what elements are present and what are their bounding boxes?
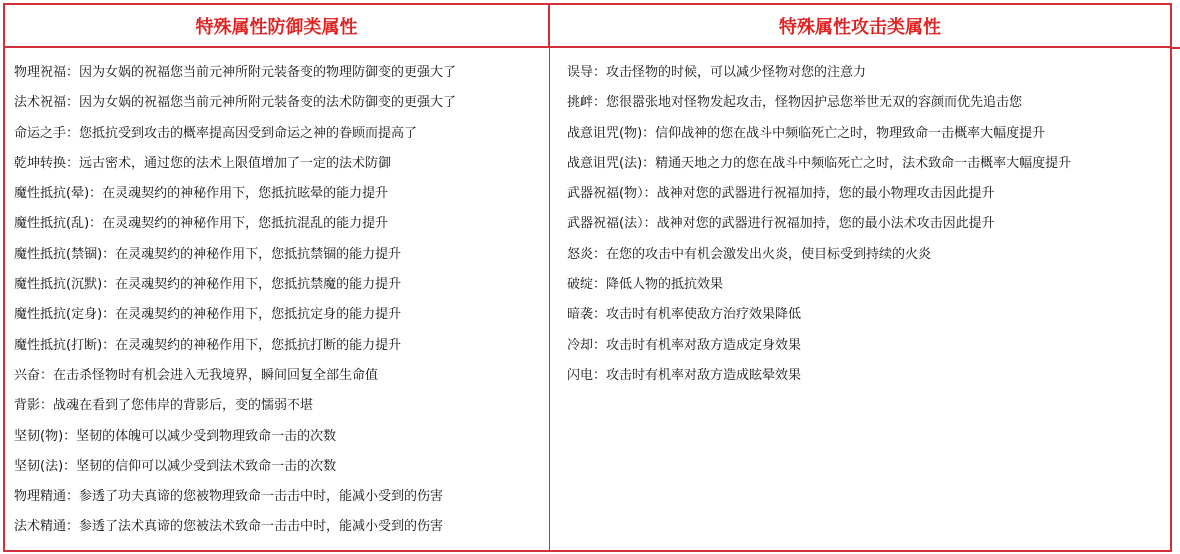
table-header-row [5,5,1170,48]
defense-attribute-item: 法术祝福：因为女娲的祝福您当前元神所附元装备变的法术防御变的更强大了 [14,95,457,111]
table-body-row [5,48,1170,550]
attribute-table [3,3,1172,552]
attack-attribute-item: 战意诅咒(物)：信仰战神的您在战斗中频临死亡之时，物理致命一击概率大幅度提升 [567,125,1046,141]
defense-attribute-item: 魔性抵抗(乱)：在灵魂契约的神秘作用下，您抵抗混乱的能力提升 [14,216,389,232]
defense-attribute-item: 坚韧(物)：坚韧的体魄可以减少受到物理致命一击的次数 [14,428,337,444]
attack-attributes-column [550,48,1170,550]
table-edge-divider [1172,47,1180,49]
defense-attribute-item: 乾坤转换：远古密术，通过您的法术上限值增加了一定的法术防御 [14,155,392,171]
attack-attribute-item: 武器祝福(物）：战神对您的武器进行祝福加持，您的最小物理攻击因此提升 [567,186,995,202]
defense-attributes-column [5,48,550,550]
attack-attribute-item: 武器祝福(法）：战神对您的武器进行祝福加持，您的最小法术攻击因此提升 [567,216,995,232]
defense-attribute-item: 物理精通：参透了功夫真谛的您被物理致命一击击中时，能减小受到的伤害 [14,489,444,505]
defense-header: 特殊属性防御类属性 [5,5,550,46]
attack-attribute-item: 破绽：降低人物的抵抗效果 [567,277,724,293]
defense-attribute-item: 命运之手：您抵抗受到攻击的概率提高因受到命运之神的眷顾而提高了 [14,125,418,141]
defense-attribute-item: 兴奋：在击杀怪物时有机会进入无我境界，瞬间回复全部生命值 [14,367,379,383]
defense-attribute-item: 坚韧(法)：坚韧的信仰可以减少受到法术致命一击的次数 [14,458,337,474]
attack-header: 特殊属性攻击类属性 [779,16,941,38]
attack-attribute-item: 怒炎：在您的攻击中有机会激发出火炎，使目标受到持续的火炎 [567,246,932,262]
attack-attribute-item: 误导：攻击怪物的时候，可以减少怪物对您的注意力 [567,65,867,80]
defense-attribute-item: 魔性抵抗(禁锢)：在灵魂契约的神秘作用下，您抵抗禁锢的能力提升 [14,246,402,262]
attack-attribute-item: 战意诅咒(法)：精通天地之力的您在战斗中频临死亡之时，法术致命一击概率大幅度提升 [567,155,1072,171]
defense-attribute-item: 法术精通：参透了法术真谛的您被法术致命一击击中时，能减小受到的伤害 [14,519,444,535]
defense-attribute-item: 背影：战魂在看到了您伟岸的背影后，变的懦弱不堪 [14,398,314,414]
defense-attribute-item: 魔性抵抗(定身)：在灵魂契约的神秘作用下，您抵抗定身的能力提升 [14,307,402,323]
defense-attribute-item: 魔性抵抗(沉默)：在灵魂契约的神秘作用下，您抵抗禁魔的能力提升 [14,277,402,293]
attack-attribute-item: 闪电：攻击时有机率对敌方造成眩晕效果 [567,367,802,383]
defense-attribute-item: 魔性抵抗(晕)：在灵魂契约的神秘作用下，您抵抗眩晕的能力提升 [14,186,389,202]
defense-attribute-item: 物理祝福：因为女娲的祝福您当前元神所附元装备变的物理防御变的更强大了 [14,65,457,80]
attack-attribute-item: 暗袭：攻击时有机率使敌方治疗效果降低 [567,307,802,323]
attack-attribute-item: 冷却：攻击时有机率对敌方造成定身效果 [567,337,802,353]
defense-attribute-item: 魔性抵抗(打断)：在灵魂契约的神秘作用下，您抵抗打断的能力提升 [14,337,402,353]
attack-attribute-item: 挑衅：您很嚣张地对怪物发起攻击，怪物因护忌您举世无双的容颜而优先追击您 [567,95,1023,111]
